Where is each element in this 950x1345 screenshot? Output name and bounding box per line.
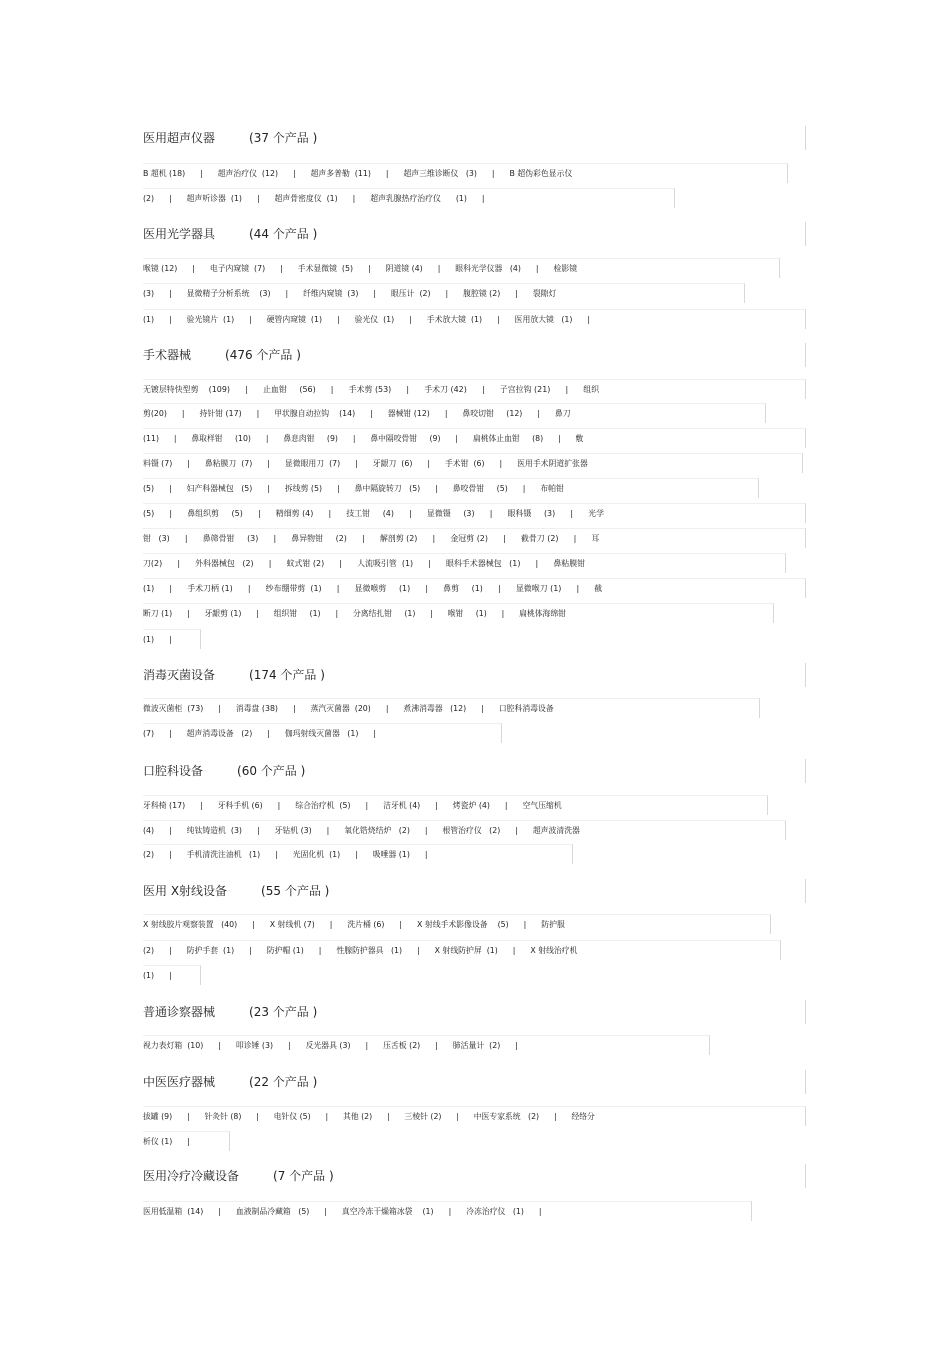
category-count: (174 个产品 ) xyxy=(249,668,325,682)
product-line[interactable]: 料镊 (7) | 鼻粘膜刀 (7) | 显微眼用刀 (7) | 牙龈刀 (6) | 手术钳 (6) | 医用手术阴道扩张器 xyxy=(143,453,803,473)
product-line[interactable]: (7) | 超声消毒设备 (2) | 伽玛射线灭菌器 (1) | xyxy=(143,723,502,743)
category-header xyxy=(143,1164,806,1188)
category-header xyxy=(143,759,806,783)
category-title[interactable]: 中医医疗器械 xyxy=(143,1075,216,1089)
category-count: (476 个产品 ) xyxy=(225,348,301,362)
category-count: (22 个产品 ) xyxy=(249,1075,318,1089)
product-line[interactable]: (11) | 鼻取样钳 (10) | 鼻息肉钳 (9) | 鼻中隔咬骨钳 (9) | 扁桃体止血钳 (8) | 敷 xyxy=(143,428,806,448)
product-line[interactable]: 剪(20) | 持针钳 (17) | 甲状腺自动拉钩 (14) | 器械钳 (12) | 鼻咬切钳 (12) | 鼻刀 xyxy=(143,403,766,423)
category-count: (7 个产品 ) xyxy=(273,1169,334,1183)
category-title[interactable]: 口腔科设备 xyxy=(143,764,204,778)
category-header xyxy=(143,343,806,367)
category-count: (44 个产品 ) xyxy=(249,227,318,241)
product-line[interactable]: (5) | 妇产科器械包 (5) | 拆线剪 (5) | 鼻中隔旋转刀 (5) | 鼻咬骨钳 (5) | 布帕钳 xyxy=(143,478,759,498)
category-title[interactable]: 医用冷疗冷藏设备 xyxy=(143,1169,240,1183)
product-line[interactable]: 断刀 (1) | 牙龈剪 (1) | 组织钳 (1) | 分离结扎钳 (1) | 喉钳 (1) | 扁桃体海绵钳 xyxy=(143,603,774,623)
category-title[interactable]: 手术器械 xyxy=(143,348,192,362)
product-line[interactable]: 拔罐 (9) | 针灸针 (8) | 电针仪 (5) | 其他 (2) | 三棱针 (2) | 中医专家系统 (2) | 经络分 xyxy=(143,1106,806,1126)
product-line[interactable]: 喉镜 (12) | 电子内窥镜 (7) | 手术显微镜 (5) | 阴道镜 (4) | 眼科光学仪器 (4) | 检影镜 xyxy=(143,258,780,278)
category-count: (23 个产品 ) xyxy=(249,1005,318,1019)
category-title[interactable]: 消毒灭菌设备 xyxy=(143,668,216,682)
product-line[interactable]: 医用低温箱 (14) | 血液制品冷藏箱 (5) | 真空冷冻干燥箱冰袋 (1) | 冷冻治疗仪 (1) | xyxy=(143,1201,752,1221)
product-line[interactable]: 微波灭菌柜 (73) | 消毒盘 (38) | 蒸汽灭菌器 (20) | 煮沸消毒器 (12) | 口腔科消毒设备 xyxy=(143,698,760,718)
category-title[interactable]: 医用超声仪器 xyxy=(143,131,216,145)
product-line[interactable]: (2) | 超声听诊器 (1) | 超声骨密度仪 (1) | 超声乳腺热疗治疗仪 (1) | xyxy=(143,188,675,208)
category-header xyxy=(143,1000,806,1024)
product-line[interactable]: (2) | 防护手套 (1) | 防护帽 (1) | 性腺防护器具 (1) | X 射线防护屏 (1) | X 射线治疗机 xyxy=(143,940,781,960)
product-line[interactable]: 刀(2) | 外科器械包 (2) | 蚊式钳 (2) | 人流吸引管 (1) | 眼科手术器械包 (1) | 鼻粘膜钳 xyxy=(143,553,786,573)
category-header xyxy=(143,126,806,150)
category-count: (60 个产品 ) xyxy=(237,764,306,778)
product-line[interactable]: (1) | xyxy=(143,629,201,649)
product-line[interactable]: X 射线胶片观察装置 (40) | X 射线机 (7) | 洗片桶 (6) | X 射线手术影像设备 (5) | 防护服 xyxy=(143,914,771,934)
product-line[interactable]: 析仪 (1) | xyxy=(143,1131,230,1151)
product-line[interactable]: (5) | 鼻组织剪 (5) | 精细剪 (4) | 技工钳 (4) | 显微镊 (3) | 眼科镊 (3) | 光学 xyxy=(143,503,806,523)
category-count: (37 个产品 ) xyxy=(249,131,318,145)
category-title[interactable]: 医用 X射线设备 xyxy=(143,884,228,898)
product-line[interactable]: (4) | 纯钛铸造机 (3) | 牙钻机 (3) | 氧化锆烧结炉 (2) | 根管治疗仪 (2) | 超声波清洗器 xyxy=(143,820,786,840)
product-line[interactable]: B 超机 (18) | 超声治疗仪 (12) | 超声多普勒 (11) | 超声三维诊断仪 (3) | B 超伪彩色显示仪 xyxy=(143,163,788,183)
category-header xyxy=(143,879,806,903)
product-line[interactable]: (1) | 验光镜片 (1) | 硬管内窥镜 (1) | 验光仪 (1) | 手术放大镜 (1) | 医用放大镜 (1) | xyxy=(143,309,806,329)
product-line[interactable]: 视力表灯箱 (10) | 叩诊锤 (3) | 反光器具 (3) | 压舌板 (2) | 肺活量计 (2) | xyxy=(143,1035,710,1055)
product-line[interactable]: (3) | 显微精子分析系统 (3) | 纤维内窥镜 (3) | 眼压计 (2) | 腹腔镜 (2) | 裂隙灯 xyxy=(143,283,745,303)
category-header xyxy=(143,663,806,687)
category-header xyxy=(143,1070,806,1094)
category-header xyxy=(143,222,806,246)
product-line[interactable]: 牙科椅 (17) | 牙科手机 (6) | 综合治疗机 (5) | 洁牙机 (4) | 烤瓷炉 (4) | 空气压缩机 xyxy=(143,795,768,815)
product-line[interactable]: (1) | 手术刀柄 (1) | 纱布绷带剪 (1) | 显微喉剪 (1) | 鼻剪 (1) | 显微喉刀 (1) | 截 xyxy=(143,578,806,598)
product-line[interactable]: 无镀层特快型剪 (109) | 止血钳 (56) | 手术剪 (53) | 手术刀 (42) | 子宫拉钩 (21) | 组织 xyxy=(143,379,806,399)
product-line[interactable]: (2) | 手机清洗注油机 (1) | 光固化机 (1) | 吸唾器 (1) | xyxy=(143,844,573,864)
category-title[interactable]: 普通诊察器械 xyxy=(143,1005,216,1019)
product-line[interactable]: (1) | xyxy=(143,965,201,985)
category-count: (55 个产品 ) xyxy=(261,884,330,898)
category-title[interactable]: 医用光学器具 xyxy=(143,227,216,241)
product-line[interactable]: 钳 (3) | 鼻筛骨钳 (3) | 鼻异物钳 (2) | 解剖剪 (2) | 金冠剪 (2) | 截骨刀 (2) | 耳 xyxy=(143,528,806,548)
